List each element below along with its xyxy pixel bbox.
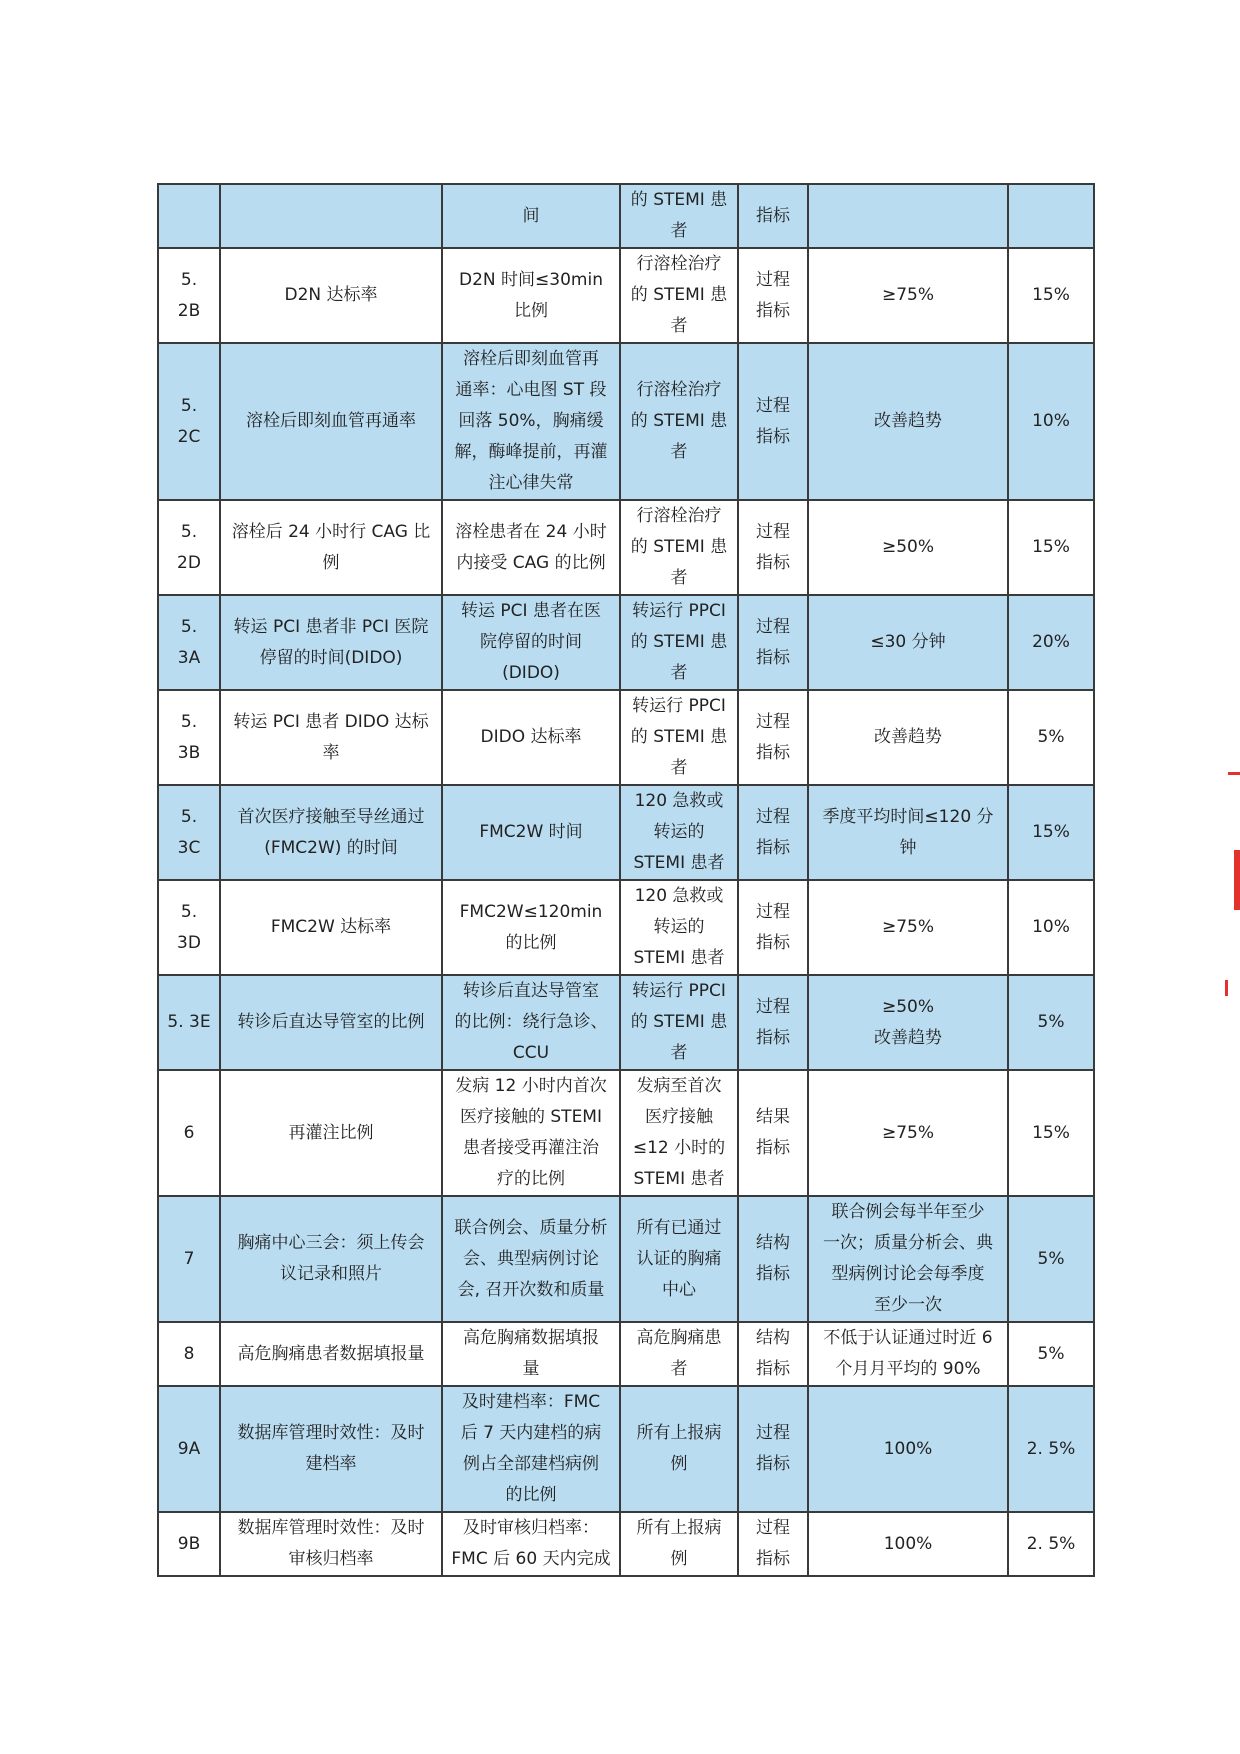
table-row xyxy=(158,248,1094,343)
table-row xyxy=(158,690,1094,785)
id-cell xyxy=(158,184,220,248)
cell-text: 8 xyxy=(183,1343,195,1364)
cell-text: 过程 指标 xyxy=(756,1518,790,1569)
population-cell xyxy=(620,880,738,975)
cell-text: 溶栓后 24 小时行 CAG 比 例 xyxy=(231,521,431,573)
cell-text: ≥75% xyxy=(881,285,935,305)
target-cell xyxy=(808,1386,1008,1512)
weight-cell xyxy=(1008,880,1094,975)
cell-text: 5% xyxy=(1037,1012,1065,1032)
cell-text: 所有上报病 例 xyxy=(636,1423,722,1474)
cell-text: 指标 xyxy=(756,205,790,226)
weight-cell xyxy=(1008,1386,1094,1512)
cell-text: D2N 时间≤30min 比例 xyxy=(459,269,603,321)
cell-text: 结构 指标 xyxy=(756,1328,790,1379)
id-cell xyxy=(158,880,220,975)
definition-cell xyxy=(442,595,620,690)
cell-text: 10% xyxy=(1032,917,1070,937)
cell-text: FMC2W 达标率 xyxy=(270,917,392,937)
cell-text: 120 急救或 转运的 STEMI 患者 xyxy=(633,791,725,873)
cell-text: 首次医疗接触至导丝通过 (FMC2W) 的时间 xyxy=(237,806,425,858)
cell-text: 10% xyxy=(1032,411,1070,431)
type-cell xyxy=(738,343,808,500)
cell-text: 15% xyxy=(1032,285,1070,305)
definition-cell xyxy=(442,690,620,785)
weight-cell xyxy=(1008,500,1094,595)
cell-text: 转运 PCI 患者在医 院停留的时间 (DIDO) xyxy=(461,601,601,683)
cell-text: 5. 2B xyxy=(177,269,201,321)
target-cell xyxy=(808,500,1008,595)
cell-text: 行溶栓治疗 的 STEMI 患 者 xyxy=(630,506,728,588)
cell-text: D2N 达标率 xyxy=(284,285,378,305)
target-cell xyxy=(808,1512,1008,1576)
cell-text: ≤30 分钟 xyxy=(870,632,946,652)
indicator-name-cell xyxy=(220,1386,442,1512)
id-cell xyxy=(158,1386,220,1512)
target-cell xyxy=(808,785,1008,880)
table-row xyxy=(158,785,1094,880)
cell-text: 高危胸痛患 者 xyxy=(636,1328,722,1379)
population-cell xyxy=(620,343,738,500)
cell-text: 发病 12 小时内首次 医疗接触的 STEMI 患者接受再灌注治 疗的比例 xyxy=(455,1076,607,1189)
cell-text: 高危胸痛患者数据填报量 xyxy=(237,1343,425,1364)
population-cell xyxy=(620,975,738,1070)
cell-text: 过程 指标 xyxy=(756,1423,790,1474)
indicator-name-cell xyxy=(220,1322,442,1386)
type-cell xyxy=(738,785,808,880)
indicator-name-cell xyxy=(220,1196,442,1322)
id-cell xyxy=(158,785,220,880)
target-cell xyxy=(808,343,1008,500)
target-cell xyxy=(808,595,1008,690)
id-cell xyxy=(158,1322,220,1386)
cell-text: 15% xyxy=(1032,537,1070,557)
cell-text: 120 急救或 转运的 STEMI 患者 xyxy=(633,886,725,968)
cell-text: 5% xyxy=(1037,1248,1065,1269)
target-cell xyxy=(808,1196,1008,1322)
type-cell xyxy=(738,880,808,975)
population-cell xyxy=(620,1386,738,1512)
indicator-name-cell xyxy=(220,690,442,785)
cell-text: 过程 指标 xyxy=(756,521,790,573)
cell-text: 过程 指标 xyxy=(756,395,790,447)
cell-text: 胸痛中心三会：须上传会 议记录和照片 xyxy=(237,1233,425,1284)
table-row xyxy=(158,595,1094,690)
table-row xyxy=(158,880,1094,975)
population-cell xyxy=(620,1070,738,1196)
table-row xyxy=(158,1386,1094,1512)
indicator-name-cell xyxy=(220,343,442,500)
indicator-name-cell xyxy=(220,248,442,343)
cell-text: FMC2W≤120min 的比例 xyxy=(459,901,603,953)
cell-text: 的 STEMI 患 者 xyxy=(630,190,728,241)
population-cell xyxy=(620,595,738,690)
indicator-name-cell xyxy=(220,1070,442,1196)
definition-cell xyxy=(442,343,620,500)
target-cell xyxy=(808,1322,1008,1386)
cell-text: 季度平均时间≤120 分 钟 xyxy=(822,806,994,858)
cell-text: 转运 PCI 患者非 PCI 医院 停留的时间(DIDO) xyxy=(233,616,429,668)
target-cell xyxy=(808,184,1008,248)
cell-text: 过程 指标 xyxy=(756,996,790,1048)
cell-text: 转诊后直达导管室的比例 xyxy=(237,1012,425,1032)
population-cell xyxy=(620,248,738,343)
table-row xyxy=(158,184,1094,248)
weight-cell xyxy=(1008,690,1094,785)
definition-cell xyxy=(442,1386,620,1512)
type-cell xyxy=(738,500,808,595)
indicator-name-cell xyxy=(220,500,442,595)
cell-text: ≥75% xyxy=(881,917,935,937)
cell-text: 5% xyxy=(1037,727,1065,747)
cell-text: 过程 指标 xyxy=(756,711,790,763)
cell-text: 过程 指标 xyxy=(756,806,790,858)
id-cell xyxy=(158,248,220,343)
type-cell xyxy=(738,595,808,690)
cell-text: 5. 2D xyxy=(177,521,201,573)
id-cell xyxy=(158,595,220,690)
indicator-table xyxy=(157,183,1095,1577)
type-cell xyxy=(738,1196,808,1322)
table-row xyxy=(158,1512,1094,1576)
cell-text: 及时审核归档率： FMC 后 60 天内完成 xyxy=(451,1518,611,1569)
indicator-name-cell xyxy=(220,595,442,690)
weight-cell xyxy=(1008,184,1094,248)
type-cell xyxy=(738,1322,808,1386)
definition-cell xyxy=(442,1196,620,1322)
definition-cell xyxy=(442,975,620,1070)
population-cell xyxy=(620,184,738,248)
weight-cell xyxy=(1008,785,1094,880)
population-cell xyxy=(620,1512,738,1576)
cell-text: 发病至首次 医疗接触 ≤12 小时的 STEMI 患者 xyxy=(632,1076,726,1189)
cell-text: 结构 指标 xyxy=(756,1233,790,1284)
definition-cell xyxy=(442,248,620,343)
weight-cell xyxy=(1008,343,1094,500)
type-cell xyxy=(738,1386,808,1512)
cell-text: 间 xyxy=(522,205,540,226)
cell-text: 9A xyxy=(177,1438,201,1459)
type-cell xyxy=(738,1070,808,1196)
definition-cell xyxy=(442,500,620,595)
target-cell xyxy=(808,690,1008,785)
stamp-fragment-mid xyxy=(1222,850,1240,910)
id-cell xyxy=(158,690,220,785)
weight-cell xyxy=(1008,595,1094,690)
cell-text: 溶栓后即刻血管再通率 xyxy=(246,411,416,431)
cell-text: 5. 2C xyxy=(177,395,201,447)
table-row xyxy=(158,500,1094,595)
definition-cell xyxy=(442,1070,620,1196)
table-row xyxy=(158,975,1094,1070)
weight-cell xyxy=(1008,975,1094,1070)
cell-text: ≥50% 改善趋势 xyxy=(874,996,942,1048)
id-cell xyxy=(158,500,220,595)
cell-text: 再灌注比例 xyxy=(288,1122,374,1143)
cell-text: 行溶栓治疗 的 STEMI 患 者 xyxy=(630,254,728,336)
cell-text: 5. 3A xyxy=(177,616,201,668)
cell-text: 100% xyxy=(883,1438,933,1459)
cell-text: 7 xyxy=(183,1248,195,1269)
cell-text: 溶栓后即刻血管再 通率：心电图 ST 段 回落 50%，胸痛缓 解，酶峰提前，再灌 注心律失常 xyxy=(454,349,608,493)
type-cell xyxy=(738,184,808,248)
cell-text: 不低于认证通过时近 6 个月月平均的 90% xyxy=(823,1328,993,1379)
target-cell xyxy=(808,880,1008,975)
cell-text: 溶栓患者在 24 小时 内接受 CAG 的比例 xyxy=(455,521,607,573)
cell-text: 6 xyxy=(183,1122,195,1143)
target-cell xyxy=(808,1070,1008,1196)
id-cell xyxy=(158,1512,220,1576)
cell-text: 结果 指标 xyxy=(756,1107,790,1158)
table-row xyxy=(158,1070,1094,1196)
cell-text: 所有上报病 例 xyxy=(636,1518,722,1569)
type-cell xyxy=(738,975,808,1070)
definition-cell xyxy=(442,1322,620,1386)
cell-text: 5. 3C xyxy=(177,806,201,858)
cell-text: 100% xyxy=(883,1533,933,1554)
cell-text: 转运行 PPCI 的 STEMI 患 者 xyxy=(630,601,728,683)
cell-text: 过程 指标 xyxy=(756,269,790,321)
cell-text: 数据库管理时效性：及时 审核归档率 xyxy=(237,1518,425,1569)
weight-cell xyxy=(1008,1512,1094,1576)
cell-text: 过程 指标 xyxy=(756,901,790,953)
id-cell xyxy=(158,1070,220,1196)
indicator-name-cell xyxy=(220,184,442,248)
cell-text: 转运行 PPCI 的 STEMI 患 者 xyxy=(630,981,728,1063)
cell-text: 改善趋势 xyxy=(874,411,942,431)
target-cell xyxy=(808,975,1008,1070)
cell-text: 高危胸痛数据填报 量 xyxy=(463,1328,599,1379)
population-cell xyxy=(620,1322,738,1386)
cell-text: 9B xyxy=(177,1533,201,1554)
type-cell xyxy=(738,1512,808,1576)
cell-text: 2. 5% xyxy=(1026,1533,1076,1554)
cell-text: 行溶栓治疗 的 STEMI 患 者 xyxy=(630,380,728,462)
cell-text: 5% xyxy=(1037,1343,1065,1364)
cell-text: 5. 3D xyxy=(177,901,201,953)
definition-cell xyxy=(442,1512,620,1576)
population-cell xyxy=(620,1196,738,1322)
cell-text: 转运 PCI 患者 DIDO 达标 率 xyxy=(233,711,429,763)
cell-text: 联合例会每半年至少 一次；质量分析会、典 型病例讨论会每季度 至少一次 xyxy=(823,1202,993,1315)
population-cell xyxy=(620,500,738,595)
cell-text: FMC2W 时间 xyxy=(479,822,583,842)
cell-text: 过程 指标 xyxy=(756,616,790,668)
definition-cell xyxy=(442,785,620,880)
weight-cell xyxy=(1008,1196,1094,1322)
target-cell xyxy=(808,248,1008,343)
population-cell xyxy=(620,785,738,880)
cell-text: 5. 3B xyxy=(177,711,201,763)
table-row xyxy=(158,1322,1094,1386)
cell-text: 联合例会、质量分析 会、典型病例讨论 会, 召开次数和质量 xyxy=(454,1217,608,1300)
cell-text: ≥75% xyxy=(881,1122,935,1143)
definition-cell xyxy=(442,184,620,248)
type-cell xyxy=(738,690,808,785)
cell-text: 及时建档率：FMC 后 7 天内建档的病 例占全部建档病例 的比例 xyxy=(460,1392,602,1505)
cell-text: 5. 3E xyxy=(167,1012,211,1032)
weight-cell xyxy=(1008,1322,1094,1386)
cell-text: 改善趋势 xyxy=(874,727,942,747)
indicator-table-container xyxy=(157,183,1095,1577)
table-row xyxy=(158,1196,1094,1322)
table-row xyxy=(158,343,1094,500)
cell-text: 15% xyxy=(1032,822,1070,842)
definition-cell xyxy=(442,880,620,975)
cell-text: 转诊后直达导管室 的比例：绕行急诊、 CCU xyxy=(454,981,608,1063)
stamp-fragment-bottom xyxy=(1225,980,1240,996)
weight-cell xyxy=(1008,1070,1094,1196)
id-cell xyxy=(158,343,220,500)
cell-text: 数据库管理时效性：及时 建档率 xyxy=(237,1423,425,1474)
indicator-name-cell xyxy=(220,880,442,975)
cell-text: DIDO 达标率 xyxy=(480,727,582,747)
cell-text: 所有已通过 认证的胸痛 中心 xyxy=(636,1217,722,1300)
indicator-name-cell xyxy=(220,975,442,1070)
population-cell xyxy=(620,690,738,785)
id-cell xyxy=(158,975,220,1070)
cell-text: 转运行 PPCI 的 STEMI 患 者 xyxy=(630,696,728,778)
indicator-name-cell xyxy=(220,1512,442,1576)
weight-cell xyxy=(1008,248,1094,343)
id-cell xyxy=(158,1196,220,1322)
cell-text: ≥50% xyxy=(881,537,935,557)
type-cell xyxy=(738,248,808,343)
indicator-name-cell xyxy=(220,785,442,880)
stamp-fragment-top xyxy=(1228,772,1240,805)
cell-text: 20% xyxy=(1032,632,1070,652)
cell-text: 2. 5% xyxy=(1026,1438,1076,1459)
cell-text: 15% xyxy=(1032,1122,1070,1143)
